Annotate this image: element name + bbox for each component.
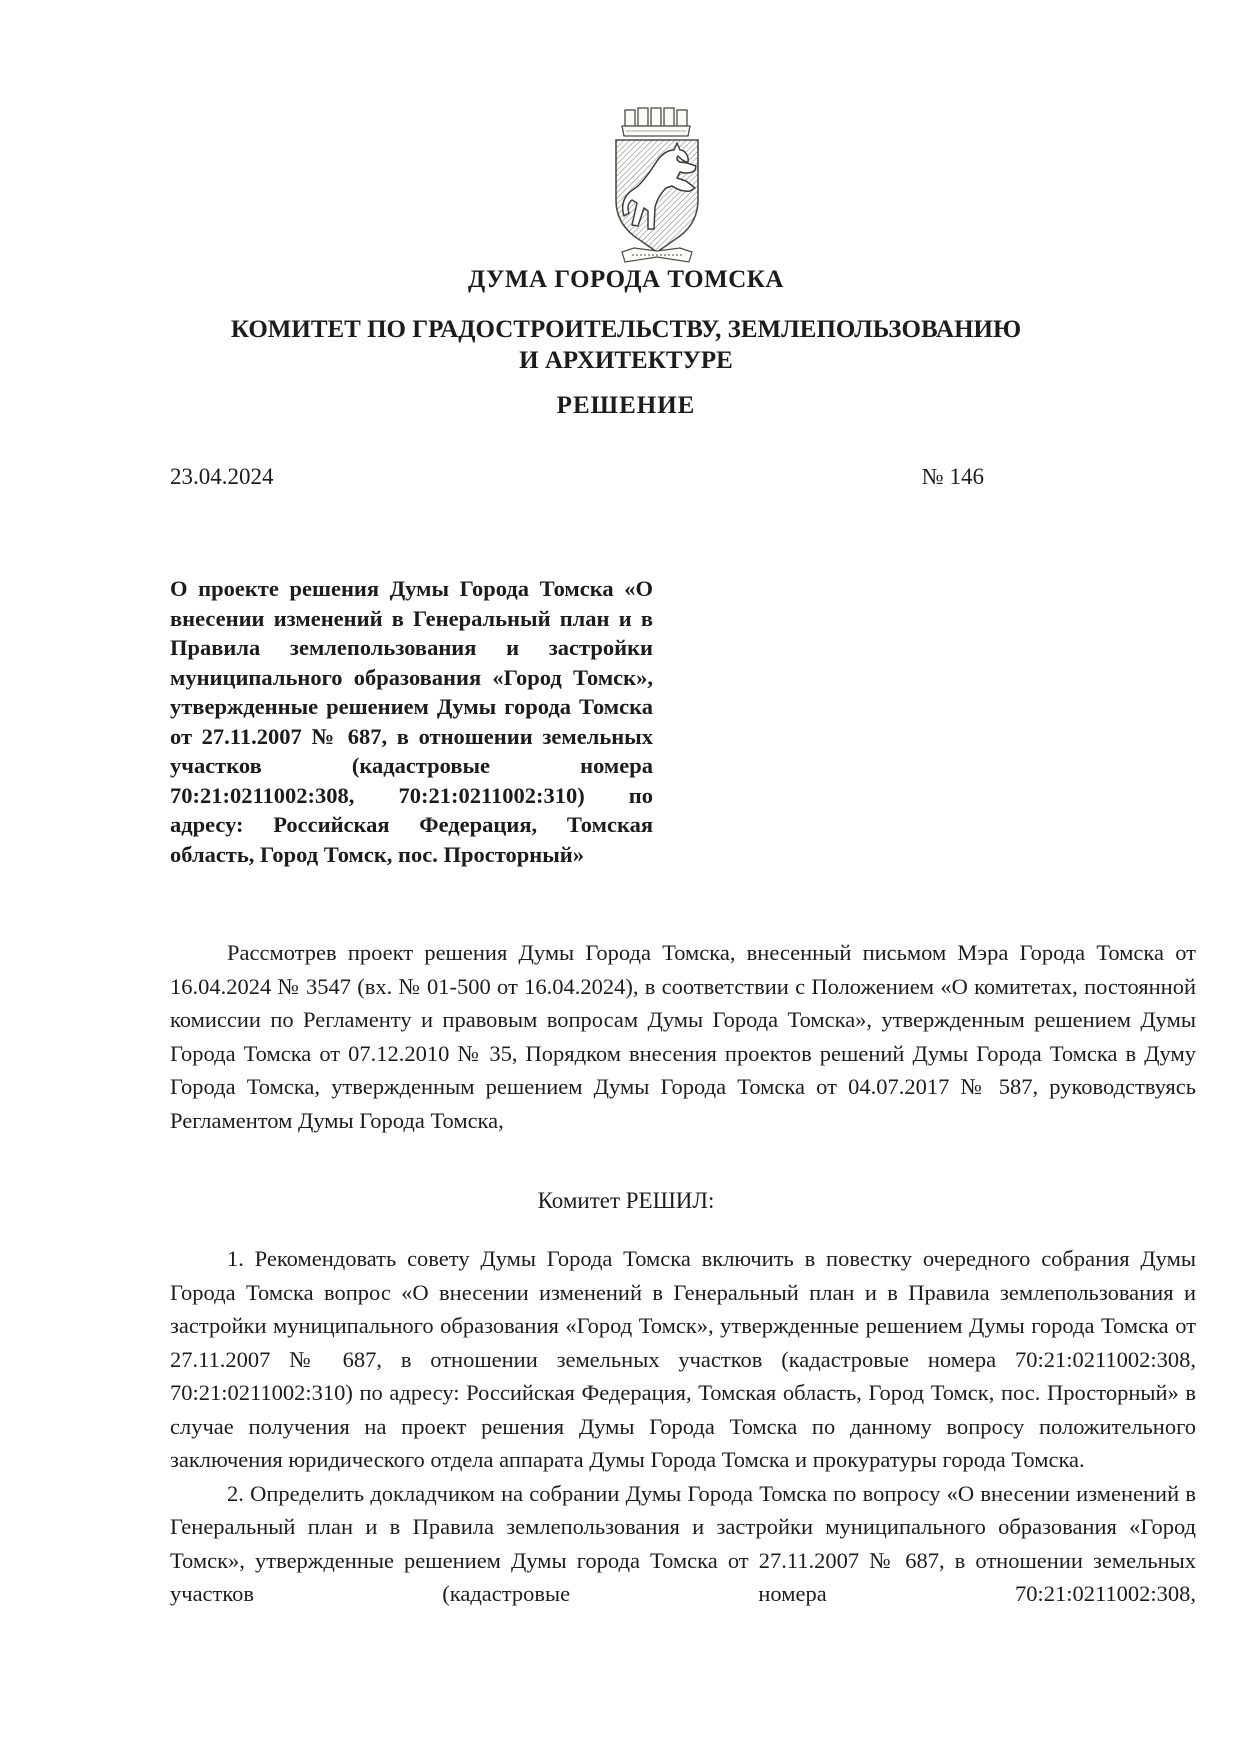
committee-title-line1: КОМИТЕТ ПО ГРАДОСТРОИТЕЛЬСТВУ, ЗЕМЛЕПОЛЬЗОВАНИЮ — [230, 316, 1022, 343]
doc-date: 23.04.2024 — [170, 464, 274, 489]
preamble-paragraph: Рассмотрев проект решения Думы Города Томска, внесенный письмом Мэра Города Томска от 16.04.2024 № 3547 (вх. № 01-500 от 16.04.2024), в соответствии с Положением «О комитетах, постоянной комиссии по Регламенту и правовым вопросам Думы Города Томска», утвержденным решением Думы Города Томска от 07.12.2010 № 35, Порядком внесения проектов решений Думы Города Томска в Думу Города Томска, утвержденным решением Думы Города Томска от 04.07.2017 № 587, руководствуясь Регламентом Думы Города Томска, — [170, 940, 1196, 1133]
subject-block: О проекте решения Думы Города Томска «О внесении изменений в Генеральный план и в Правила землепользования и застройки муниципального образования «Город Томск», утвержденные решением Думы города Томска от 27.11.2007 № 687, в отношении земельных участков (кадастровые номера 70:21:0211002:308, 70:21:0211002:310) по адресу: Российская Федерация, Томская область, Город Томск, пос. Просторный» — [170, 576, 653, 867]
committee-title — [113, 314, 1139, 376]
resolved-heading: Комитет РЕШИЛ: — [537, 1188, 715, 1213]
date-number-row — [170, 464, 1196, 490]
committee-title-line2: И АРХИТЕКТУРЕ — [519, 347, 733, 374]
doc-number: № 146 — [921, 464, 984, 489]
doc-type-title: РЕШЕНИЕ — [556, 392, 696, 419]
resolution-item-1: 1. Рекомендовать совету Думы Города Томска включить в повестку очередного собрания Думы Города Томска вопрос «О внесении изменений в Генеральный план и в Правила землепользования и застройки муниципального образования «Город Томск», утвержденные решением Думы города Томска от 27.11.2007 № 687, в отношении земельных участков (кадастровые номера 70:21:0211002:308, 70:21:0211002:310) по адресу: Российская Федерация, Томская область, Город Томск, пос. Просторный» в случае получения на проект решения Думы Города Томска по данному вопросу положительного заключения юридического отдела аппарата Думы Города Томска и прокуратуры города Томска. — [170, 1246, 1196, 1472]
resolution-item-2: 2. Определить докладчиком на собрании Думы Города Томска по вопросу «О внесении изменений в Генеральный план и в Правила землепользования и застройки муниципального образования «Город Томск», утвержденные решением Думы города Томска от 27.11.2007 № 687, в отношении земельных участков (кадастровые номера 70:21:0211002:308, — [170, 1480, 1196, 1606]
resolution-items — [170, 1242, 1196, 1611]
org-title: ДУМА ГОРОДА ТОМСКА — [468, 266, 784, 293]
tomsk-coat-of-arms-icon — [592, 104, 722, 264]
mural-crown — [622, 108, 690, 136]
